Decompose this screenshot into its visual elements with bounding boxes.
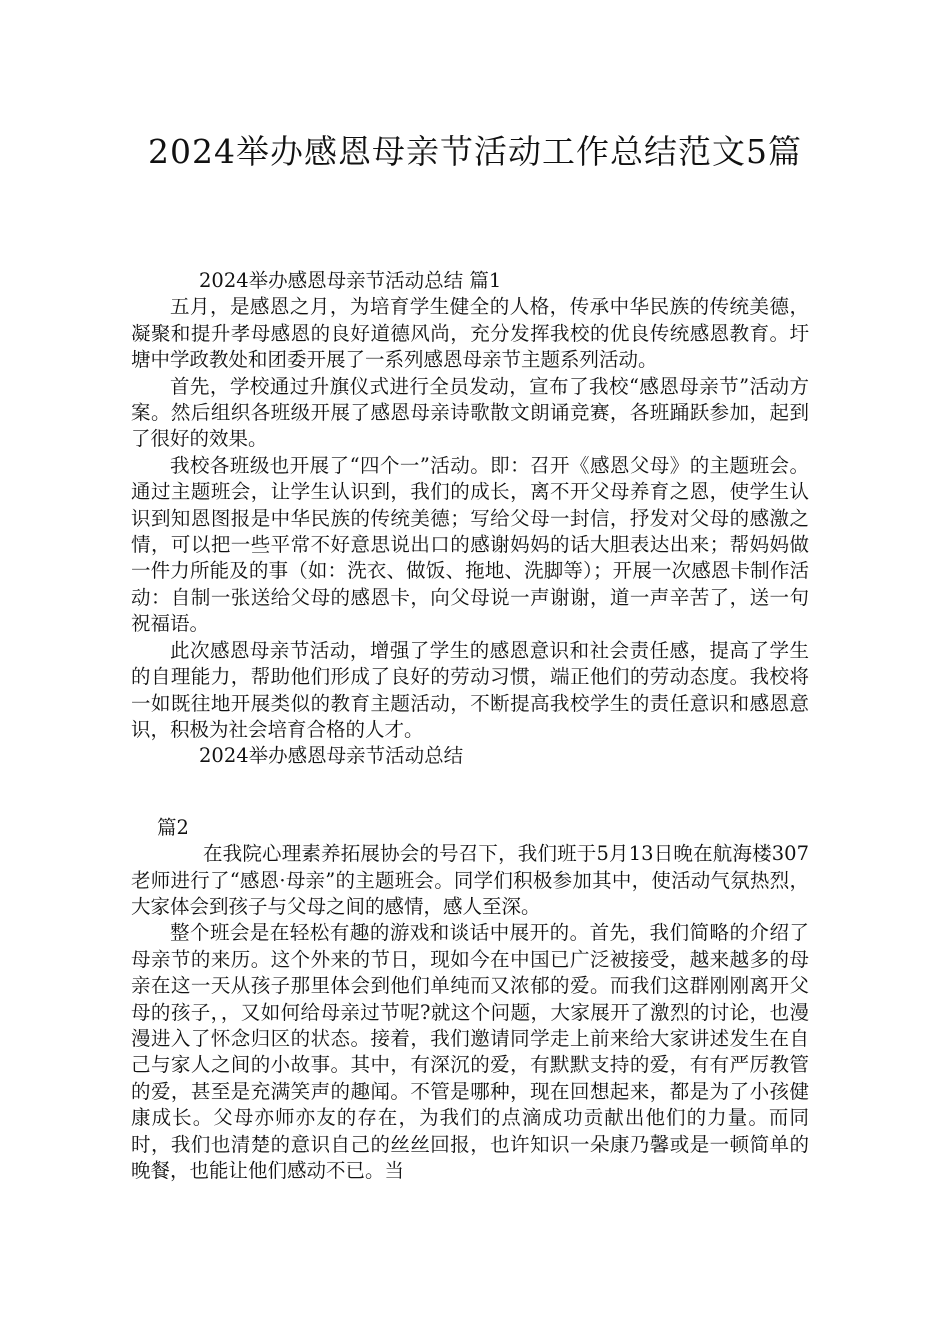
document-body [131, 268, 809, 1184]
paragraph: 此次感恩母亲节活动，增强了学生的感恩意识和社会责任感，提高了学生的自理能力，帮助他们形成了良好的劳动习惯，端正他们的劳动态度。我校将一如既往地开展类似的教育主题活动，不断提高我校学生的责任意识和感恩意识，积极为社会培育合格的人才。 [131, 638, 809, 741]
document-title: 2024举办感恩母亲节活动工作总结范文5篇 [148, 132, 802, 171]
section-label-2: 篇2 [157, 815, 189, 839]
section-heading-2: 2024举办感恩母亲节活动总结 [199, 744, 464, 768]
paragraph: 在我院心理素养拓展协会的号召下，我们班于5月13日晚在航海楼307老师进行了“感恩·母亲”的主题班会。同学们积极参加其中，使活动气氛热烈，大家体会到孩子与父母之间的感情，感人至深。 [131, 842, 809, 918]
paragraph: 五月，是感恩之月，为培育学生健全的人格，传承中华民族的传统美德，凝聚和提升孝母感恩的良好道德风尚，充分发挥我校的优良传统感恩教育。圩塘中学政教处和团委开展了一系列感恩母亲节主题系列活动。 [131, 295, 809, 372]
paragraph: 我校各班级也开展了“四个一”活动。即：召开《感恩父母》的主题班会。通过主题班会，让学生认识到，我们的成长，离不开父母养育之恩，使学生认识到知恩图报是中华民族的传统美德；写给父母一封信，抒发对父母的感激之情，可以把一些平常不好意思说出口的感谢妈妈的话大胆表达出来；帮妈妈做一件力所能及的事（如：洗衣、做饭、拖地、洗脚等）；开展一次感恩卡制作活动：自制一张送给父母的感恩卡，向父母说一声谢谢，道一声辛苦了，送一句祝福语。 [131, 453, 809, 636]
section-heading-1: 2024举办感恩母亲节活动总结 篇1 [199, 269, 502, 292]
paragraph: 整个班会是在轻松有趣的游戏和谈话中展开的。首先，我们简略的介绍了母亲节的来历。这个外来的节日，现如今在中国已广泛被接受，越来越多的母亲在这一天从孩子那里体会到他们单纯而又浓郁的爱。而我们这群刚刚离开父母的孩子，，又如何给母亲过节呢?就这个问题，大家展开了激烈的讨论，也漫漫进入了怀念归区的状态。接着，我们邀请同学走上前来给大家讲述发生在自己与家人之间的小故事。其中，有深沉的爱，有默默支持的爱，有有严厉教管的爱，甚至是充满笑声的趣闻。不管是哪种，现在回想起来，都是为了小孩健康成长。父母亦师亦友的存在，为我们的点滴成功贡献出他们的力量。而同时，我们也清楚的意识自己的丝丝回报，也许知识一朵康乃馨或是一顿简单的晚餐，也能让他们感动不已。当 [131, 921, 809, 1182]
paragraph: 首先，学校通过升旗仪式进行全员发动，宣布了我校“感恩母亲节”活动方案。然后组织各班级开展了感恩母亲诗歌散文朗诵竞赛，各班踊跃参加，起到了很好的效果。 [131, 374, 809, 451]
